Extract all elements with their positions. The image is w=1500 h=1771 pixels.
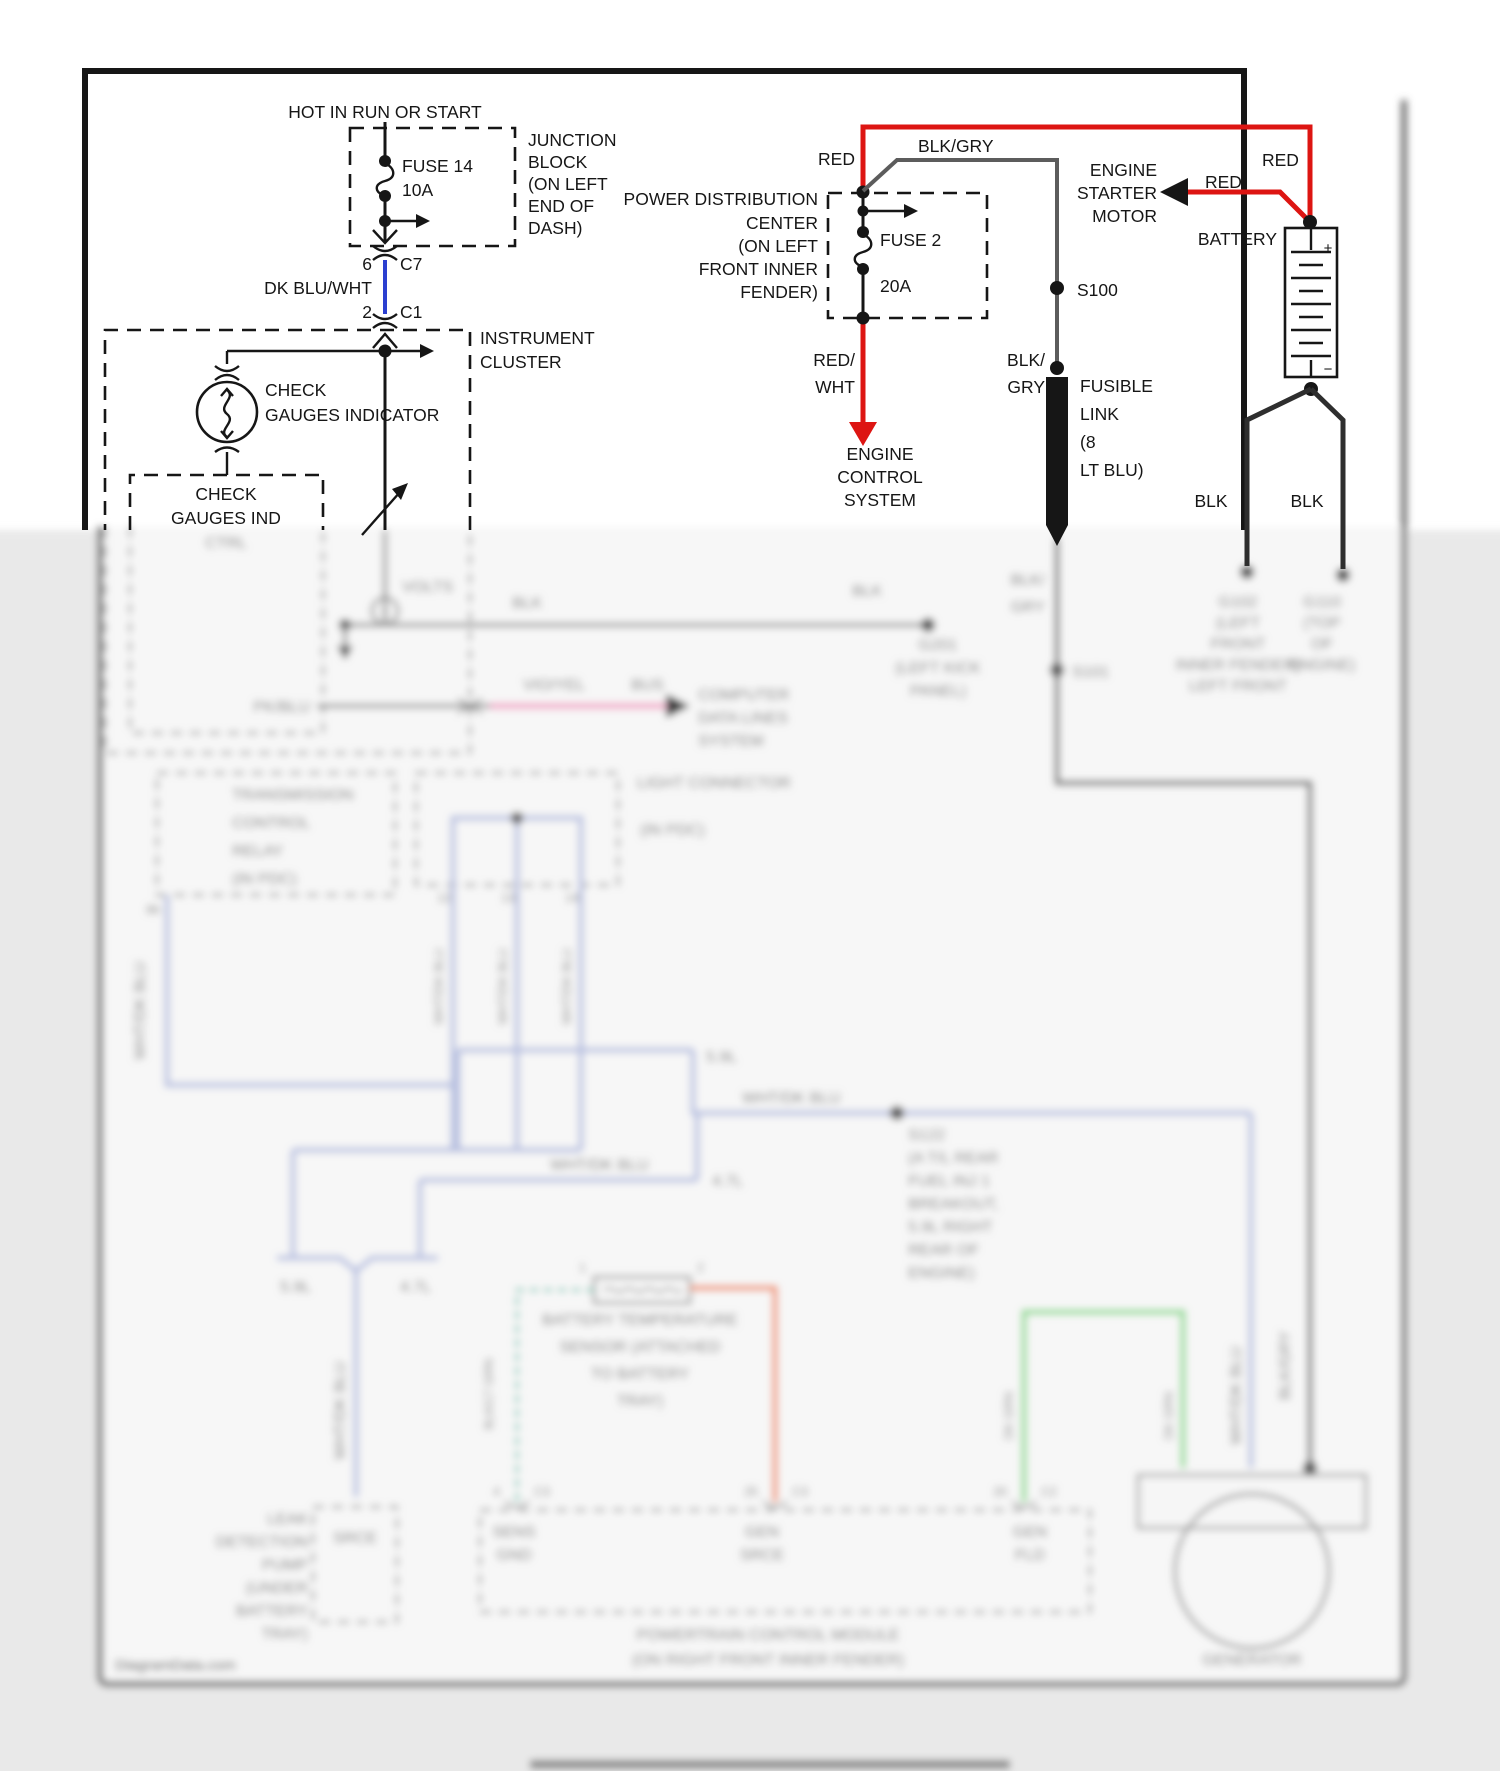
label-dkgrn-right: DK GRN [1162,1391,1176,1440]
blurred-preview-region [0,100,1500,1771]
label-fusible-3: (8 [1080,432,1096,452]
label-bus: BUS [631,677,664,694]
label-battery: BATTERY [1197,229,1277,249]
label-whtdkblu-p3: WHT/DK BLU [560,947,574,1025]
label-relay-1: TRANSMISSION [232,787,354,804]
label-g201-3: PANEL) [909,683,967,700]
label-relay-3: RELAY [232,843,284,860]
label-ctrl-2: GAUGES IND [171,508,281,528]
label-bts-1: BATTERY TEMPERATURE [542,1312,738,1329]
label-s122-6: REAR OF [908,1242,980,1259]
label-blk-right: BLK [1290,491,1324,511]
label-genfld-1: GEN [1012,1524,1048,1541]
label-pin12: 12 [437,891,451,905]
label-bts-3: TO BATTERY [590,1366,690,1383]
label-whtdkblu-gen: WHT/DK BLU [1228,1346,1245,1445]
label-ecs-1: ENGINE [846,444,914,464]
label-g201-1: G201 [918,637,958,654]
label-pcm-2: (ON RIGHT FRONT INNER FENDER) [631,1652,905,1669]
blkgry-wire [863,160,1064,372]
label-pkblu: PK/BLU [253,699,310,716]
label-pcm-c3b: C3 [792,1485,808,1499]
label-leak-6: TRAY) [261,1626,308,1643]
label-red-mid: RED [1205,172,1242,192]
c7-c1-connectors [373,246,397,530]
label-pin2: 2 [362,302,372,322]
label-s122-1: S122 [908,1127,946,1144]
label-junction-2: BLOCK [528,152,588,172]
label-cgi-2: GAUGES INDICATOR [265,405,440,425]
fuse2-symbol [855,186,918,325]
label-genfld-2: FLD [1014,1547,1046,1564]
label-lightconn-2: (IN PDC) [640,822,705,839]
label-bts-pin1: 1 [579,1261,586,1275]
label-fuse14-amps: 10A [402,180,434,200]
label-junction-1: JUNCTION [528,130,617,150]
label-fusible-4: LT BLU) [1080,460,1144,480]
label-s122-7: ENGINE) [908,1265,975,1282]
label-blkgry-low-1: BLK/ [1010,572,1045,589]
label-pcm-pin25: 25 [744,1485,758,1499]
label-cdls-1: COMPUTER [698,687,790,704]
label-cgi-1: CHECK [265,380,327,400]
label-whtdkblu-47: WHT/DK BLU [550,1157,649,1174]
label-battery-minus: − [1323,361,1333,378]
label-bts-pin2: 2 [697,1261,704,1275]
label-pcm-1: POWERTRAIN CONTROL MODULE [636,1627,900,1644]
label-g110-4: ENGINE) [1288,657,1356,674]
label-junction-4: END OF [528,196,595,216]
label-blk-run-left: BLK [512,595,543,612]
label-blk-left: BLK [1194,491,1228,511]
label-esm-2: STARTER [1076,183,1157,203]
label-s122-5: 5.9L RIGHT [908,1219,993,1236]
label-s101: S101 [1072,664,1110,681]
label-47l-merge: 4.7L [400,1279,432,1296]
label-blkgry-rotated: BLK/GRY [1277,1330,1294,1400]
label-junction-5: DASH) [528,218,583,238]
label-pcm-c2: C2 [1041,1485,1057,1499]
label-blkgry-top: BLK/GRY [918,136,994,156]
label-cluster-1: INSTRUMENT [480,328,595,348]
label-whtdkblu-p1: WHT/DK BLU [432,947,446,1025]
label-fuse14: FUSE 14 [402,156,473,176]
label-whtdkblu-relay: WHT/DK BLU [132,961,149,1060]
label-s122-3: FUEL INJ 1 [908,1173,991,1190]
label-pdc-3: (ON LEFT [738,236,818,256]
label-fusible-2: LINK [1080,404,1119,424]
label-blkgry-mid-1: BLK/ [1007,350,1045,370]
label-leak-1: LEAK [267,1511,308,1528]
label-pdc-4: FRONT INNER [698,259,818,279]
label-blkgry-low-2: GRY [1010,599,1045,616]
label-vioyel: VIO/YEL [523,677,586,694]
label-relay-2: CONTROL [232,815,311,832]
label-pin86: 86 [146,903,160,917]
label-dkbluwht: DK BLU/WHT [264,278,372,298]
label-g102-1: G102 [1218,594,1258,611]
label-g102-4: INNER FENDER) [1175,657,1301,674]
label-fusible-1: FUSIBLE [1080,376,1153,396]
label-leak-3: PUMP [261,1557,308,1574]
label-lightconn-1: LIGHT CONNECTOR [637,775,792,792]
label-gensrce-2: SRCE [739,1547,785,1564]
label-red-left: RED [818,149,855,169]
label-pdc-5: FENDER) [740,282,818,302]
label-redwht-2: WHT [815,377,855,397]
label-red-right: RED [1262,150,1299,170]
label-g201-2: (LEFT KICK [895,660,981,677]
label-esm-1: ENGINE [1089,160,1157,180]
label-g102-2: (LEFT [1215,615,1261,632]
diagram-border [85,71,1244,530]
label-blkltgrn: BLK/LT GRN [482,1358,496,1430]
label-47l-wire: 4.7L [712,1173,744,1190]
label-fuse2: FUSE 2 [880,230,942,250]
label-bts-2: SENSOR (ATTACHED [559,1339,721,1356]
label-s122-2: (A T/L REAR [908,1150,999,1167]
label-fuse2-amps: 20A [880,276,912,296]
label-hot-in-run: HOT IN RUN OR START [288,102,482,122]
label-gensrce-1: GEN [744,1524,780,1541]
label-g110-2: (TOP [1303,615,1341,632]
label-whtdkblu-pump: WHT/DK BLU [332,1361,349,1460]
label-pin6: 6 [362,254,372,274]
label-g102-3: FRONT [1210,636,1266,653]
label-ctrl-line3: CTRL [205,535,247,552]
label-srce: SRCE [332,1530,378,1547]
label-junction-3: (ON LEFT [528,174,608,194]
label-blkgry-mid-2: GRY [1007,377,1045,397]
label-ctrl-1: CHECK [195,484,257,504]
label-whtdkblu-run: WHT/DK BLU [742,1090,841,1107]
label-s122-4: BREAKOUT, [908,1196,999,1213]
label-bts-4: TRAY) [616,1393,664,1410]
label-c7: C7 [400,254,423,274]
fusible-link-symbol [1046,361,1068,546]
label-cluster-2: CLUSTER [480,352,562,372]
label-pcm-c3a: C3 [534,1485,550,1499]
bottom-smudge-bar [530,1760,1010,1769]
label-g102-5: LEFT FRONT [1188,678,1288,695]
label-whtdkblu-p2: WHT/DK BLU [496,947,510,1025]
label-cdls-3: SYSTEM [698,733,764,750]
label-redwht-1: RED/ [813,350,855,370]
label-relay-4: (IN PDC) [232,871,297,888]
label-generator: GENERATOR [1202,1652,1302,1669]
label-59l-merge: 5.9L [280,1279,312,1296]
label-c1: C1 [400,302,423,322]
label-pcm-pin20: 20 [993,1485,1007,1499]
label-cdls-2: DATA LINES [698,710,789,727]
watermark-text: DiagramData.com [115,1657,236,1674]
label-ecs-2: CONTROL [837,467,923,487]
label-blk-run-right: BLK [852,583,883,600]
label-sensgnd-1: SENS [492,1524,536,1541]
label-ecs-3: SYSTEM [844,490,916,510]
label-pin14: 14 [565,891,579,905]
label-pin13: 13 [501,891,515,905]
label-pdc-2: CENTER [746,213,818,233]
label-leak-4: (UNDER [245,1580,308,1597]
label-dkgrn-left: DK GRN [1002,1391,1016,1440]
label-sensgnd-2: GND [496,1547,532,1564]
label-59l-top: 5.9L [706,1049,738,1066]
label-g110-1: G110 [1303,594,1341,611]
label-pcm-pin4: 4 [493,1485,500,1499]
label-g110-3: OF [1310,636,1334,653]
label-volts: VOLTS [402,579,454,596]
label-leak-5: BATTERY [235,1603,308,1620]
label-battery-plus: + [1323,240,1333,257]
label-esm-3: MOTOR [1092,206,1157,226]
label-s100: S100 [1077,280,1118,300]
label-pdc-1: POWER DISTRIBUTION [623,189,818,209]
instrument-cluster-box [105,330,470,530]
label-leak-2: DETECTION [215,1534,308,1551]
